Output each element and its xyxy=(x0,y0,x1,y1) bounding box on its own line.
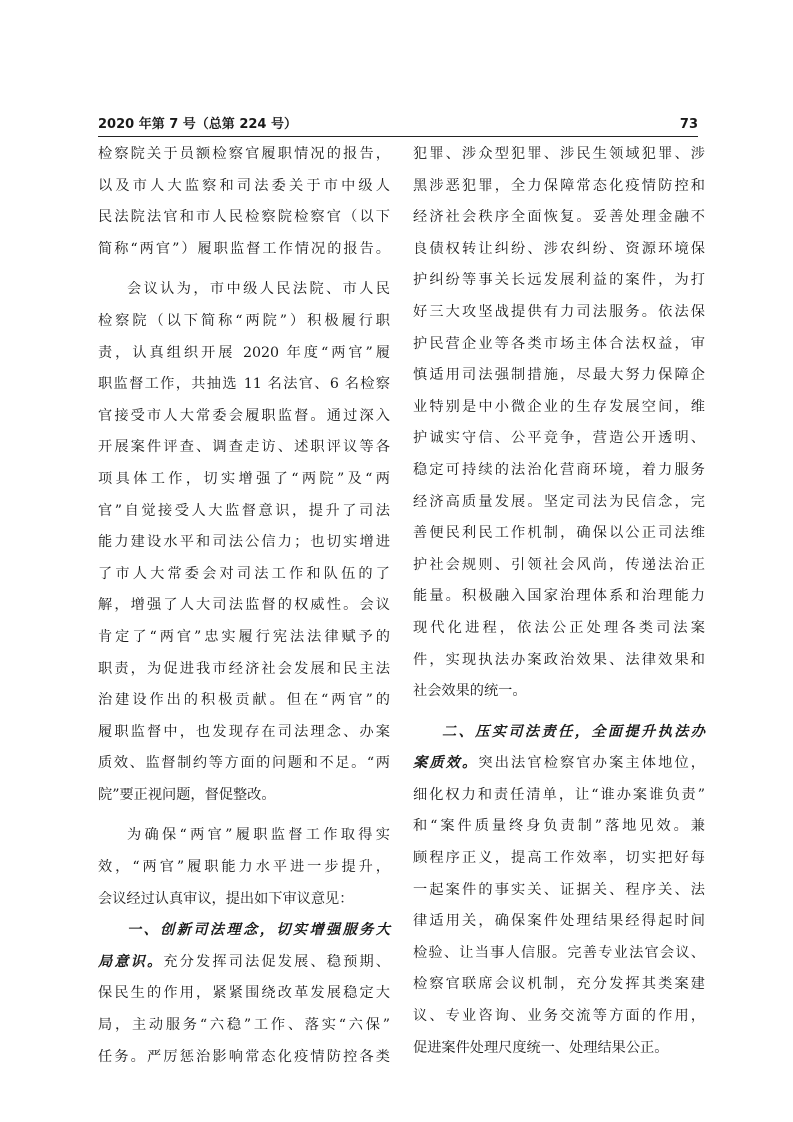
text-line: 犯罪、涉众型犯罪、涉民生领域犯罪、涉 xyxy=(413,146,705,162)
text-line: 护民营企业等各类市场主体合法权益，审 xyxy=(413,335,705,352)
issue-label: 2020 年第 7 号（总第 224 号） xyxy=(98,117,297,132)
text-line: 职监督工作，共抽选 11 名法官、6 名检察 xyxy=(98,376,390,393)
text-line: 履职监督中，也发现存在司法理念、办案 xyxy=(98,723,390,740)
text-line: 良债权转让纠纷、涉农纠纷、资源环境保 xyxy=(413,240,705,257)
text-line: 细化权力和责任清单，让“谁办案谁负责” xyxy=(413,786,705,803)
text-line: 一起案件的事实关、证据关、程序关、法 xyxy=(413,881,705,898)
page-number: 73 xyxy=(679,117,698,132)
text-line: 项具体工作，切实增强了“两院”及“两 xyxy=(98,470,390,487)
text-line: 检察院（以下简称“两院”）积极履行职 xyxy=(98,312,390,329)
text-line: 护纠纷等事关长远发展利益的案件，为打 xyxy=(413,272,705,289)
text-line: 效，“两官”履职能力水平进一步提升， xyxy=(98,859,390,876)
text-line: 民法院法官和市人民检察院检察官（以下 xyxy=(98,209,390,226)
text-line: 肯定了“两官”忠实履行宪法法律赋予的 xyxy=(98,628,390,645)
text-line: 善便民利民工作机制，确保以公正司法维 xyxy=(413,525,705,542)
text-line: 护诚实守信、公平竞争，营造公开透明、 xyxy=(413,430,705,447)
text-line: 开展案件评查、调查走访、述职评议等各 xyxy=(98,439,390,456)
text-line: 稳定可持续的法治化营商环境，着力服务 xyxy=(413,461,705,478)
text-line: 促进案件处理尺度统一、处理结果公正。 xyxy=(413,1039,669,1056)
text-line: 业特别是中小微企业的生存发展空间，维 xyxy=(413,398,705,415)
text-line: 院”要正视问题，督促整改。 xyxy=(98,786,276,803)
text-line: 官”自觉接受人大监督意识，提升了司法 xyxy=(98,502,390,519)
text-line: 检察官联席会议机制，充分发挥其类案建 xyxy=(413,976,705,993)
section-heading: 案质效。 xyxy=(413,755,479,772)
section-heading: 二、压实司法责任，全面提升执法办 xyxy=(442,723,705,740)
text-line: 简称“两官”）履职监督工作情况的报告。 xyxy=(98,240,390,257)
text-line: 律适用关，确保案件处理结果经得起时间 xyxy=(413,913,705,930)
text-line: 社会效果的统一。 xyxy=(413,683,527,700)
right-column xyxy=(413,139,705,1064)
text-line: 好三大攻坚战提供有力司法服务。依法保 xyxy=(413,303,705,320)
text-line: 检察院关于员额检察官履职情况的报告， xyxy=(98,146,390,162)
text-line: 和“案件质量终身负责制”落地见效。兼 xyxy=(413,818,705,835)
text-run: 充分发挥司法促发展、稳预期、 xyxy=(163,953,390,970)
text-line: 会议认为，市中级人民法院、市人民 xyxy=(127,281,390,298)
section-heading: 局意识。 xyxy=(98,953,164,970)
text-line: 黑涉恶犯罪，全力保障常态化疫情防控和 xyxy=(413,177,705,194)
text-line: 了市人大常委会对司法工作和队伍的了 xyxy=(98,565,390,582)
text-line: 质效、监督制约等方面的问题和不足。“两 xyxy=(98,755,390,772)
text-line: 责，认真组织开展 2020 年度“两官”履 xyxy=(98,344,390,361)
text-line: 护社会规则、引领社会风尚，传递法治正 xyxy=(413,556,705,573)
text-line: 现代化进程，依法公正处理各类司法案 xyxy=(413,619,705,636)
text-line: 检验、让当事人信服。完善专业法官会议、 xyxy=(413,944,705,961)
text-line: 治建设作出的积极贡献。但在“两官”的 xyxy=(98,692,390,709)
text-line: 职责，为促进我市经济社会发展和民主法 xyxy=(98,660,390,677)
text-line: 任务。严厉惩治影响常态化疫情防控各类 xyxy=(98,1048,390,1065)
text-line: 官接受市人大常委会履职监督。通过深入 xyxy=(98,407,390,424)
header-rule xyxy=(98,136,698,137)
text-line: 以及市人大监察和司法委关于市中级人 xyxy=(98,177,390,194)
text-line: 能力建设水平和司法公信力；也切实增进 xyxy=(98,534,390,551)
text-run: 突出法官检察官办案主体地位， xyxy=(478,755,705,772)
text-line: 顾程序正义，提高工作效率，切实把好每 xyxy=(413,850,705,867)
text-line: 保民生的作用，紧紧围绕改革发展稳定大 xyxy=(98,985,390,1002)
left-column xyxy=(98,139,390,1073)
text-line xyxy=(98,947,390,979)
section-heading: 一、创新司法理念，切实增强服务大 xyxy=(127,922,390,939)
text-line: 局，主动服务“六稳”工作、落实“六保” xyxy=(98,1017,390,1034)
text-line: 会议经过认真审议，提出如下审议意见： xyxy=(98,890,354,907)
text-line xyxy=(413,748,705,780)
text-line: 议、专业咨询、业务交流等方面的作用， xyxy=(413,1008,705,1025)
text-line: 经济社会秩序全面恢复。妥善处理金融不 xyxy=(413,209,705,226)
text-line: 为确保“两官”履职监督工作取得实 xyxy=(127,827,390,844)
text-line: 经济高质量发展。坚定司法为民信念，完 xyxy=(413,493,705,510)
text-line: 解，增强了人大司法监督的权威性。会议 xyxy=(98,597,390,614)
running-header xyxy=(98,113,698,137)
text-line: 慎适用司法强制措施，尽最大努力保障企 xyxy=(413,367,705,384)
text-line: 能量。积极融入国家治理体系和治理能力 xyxy=(413,588,705,605)
text-line: 件，实现执法办案政治效果、法律效果和 xyxy=(413,651,705,668)
